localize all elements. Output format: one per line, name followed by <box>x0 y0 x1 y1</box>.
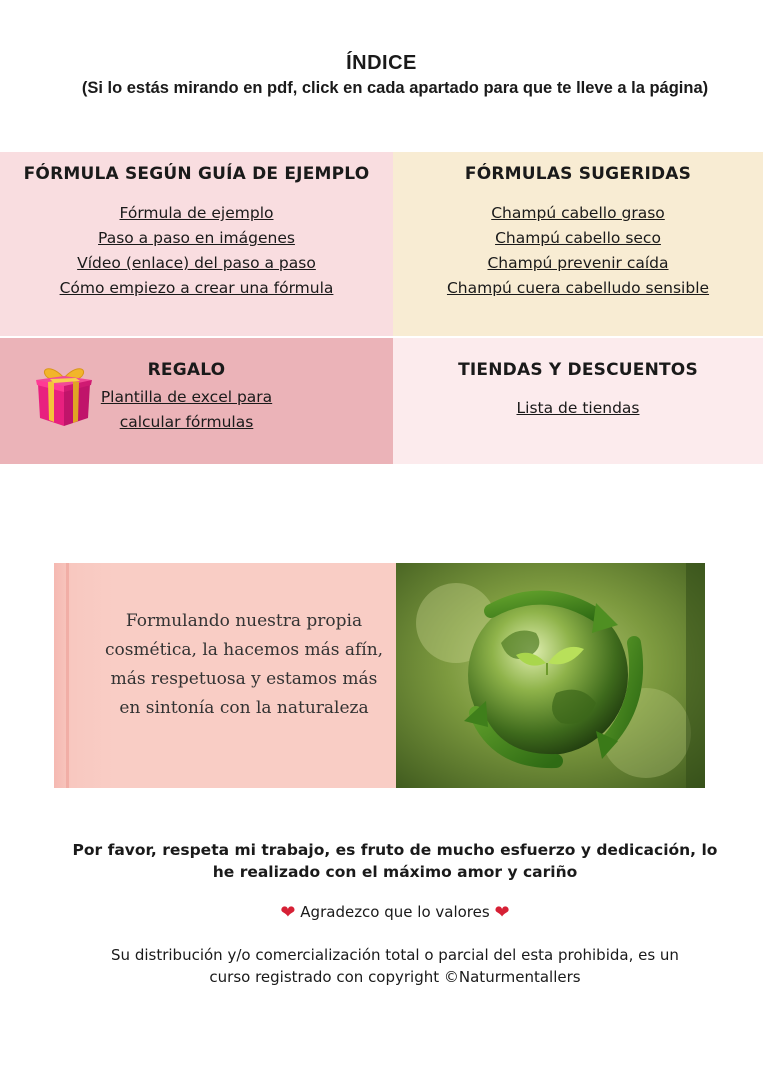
respect-notice-line: Por favor, respeta mi trabajo, es fruto de mucho esfuerzo y dedicación, lo <box>72 841 718 859</box>
section-heading: FÓRMULA SEGÚN GUÍA DE EJEMPLO <box>23 164 370 184</box>
section-formula-guia <box>0 152 393 336</box>
section-heading: REGALO <box>147 360 226 380</box>
quote-line: Formulando nuestra propia <box>125 611 363 631</box>
link-formula-ejemplo[interactable]: Fórmula de ejemplo <box>119 204 274 222</box>
heart-icon: ❤ <box>494 902 510 923</box>
section-heading: FÓRMULAS SUGERIDAS <box>464 164 692 184</box>
link-champu-caida[interactable]: Champú prevenir caída <box>487 254 669 272</box>
gift-icon <box>32 362 96 432</box>
link-paso-a-paso-imagenes[interactable]: Paso a paso en imágenes <box>98 229 295 247</box>
link-champu-sensible[interactable]: Champú cuera cabelludo sensible <box>446 279 710 297</box>
thanks-text: Agradezco que lo valores <box>300 903 490 921</box>
link-lista-tiendas[interactable]: Lista de tiendas <box>516 399 640 417</box>
quote-line: más respetuosa y estamos más <box>110 669 378 689</box>
link-video-paso-a-paso[interactable]: Vídeo (enlace) del paso a paso <box>77 254 316 272</box>
quote-line: cosmética, la hacemos más afín, <box>104 640 384 660</box>
copyright-line: curso registrado con copyright ©Naturmentallers <box>209 968 581 986</box>
quote-panel <box>54 563 396 788</box>
heart-icon: ❤ <box>280 902 296 923</box>
copyright-notice <box>0 944 763 988</box>
copyright-line: Su distribución y/o comercialización total o parcial del esta prohibida, es un <box>111 946 679 964</box>
respect-notice-line: he realizado con el máximo amor y cariño <box>212 863 578 881</box>
link-calcular-formulas[interactable]: calcular fórmulas <box>119 413 254 431</box>
respect-notice <box>0 839 763 883</box>
nature-banner <box>54 563 705 788</box>
section-formulas-sugeridas <box>393 152 763 336</box>
section-tiendas <box>393 338 763 464</box>
link-como-empiezo[interactable]: Cómo empiezo a crear una fórmula <box>59 279 334 297</box>
thanks-line <box>0 902 763 923</box>
section-regalo <box>0 338 393 464</box>
section-heading: TIENDAS Y DESCUENTOS <box>458 360 698 380</box>
link-champu-seco[interactable]: Champú cabello seco <box>495 229 661 247</box>
link-plantilla-excel[interactable]: Plantilla de excel para <box>100 388 273 406</box>
earth-recycle-image <box>396 563 705 788</box>
page-title: ÍNDICE <box>346 52 417 74</box>
quote-text <box>92 607 396 723</box>
page-subtitle: (Si lo estás mirando en pdf, click en cada apartado para que te lleve a la página) <box>81 79 709 97</box>
link-champu-graso[interactable]: Champú cabello graso <box>491 204 665 222</box>
quote-line: en sintonía con la naturaleza <box>119 698 369 718</box>
